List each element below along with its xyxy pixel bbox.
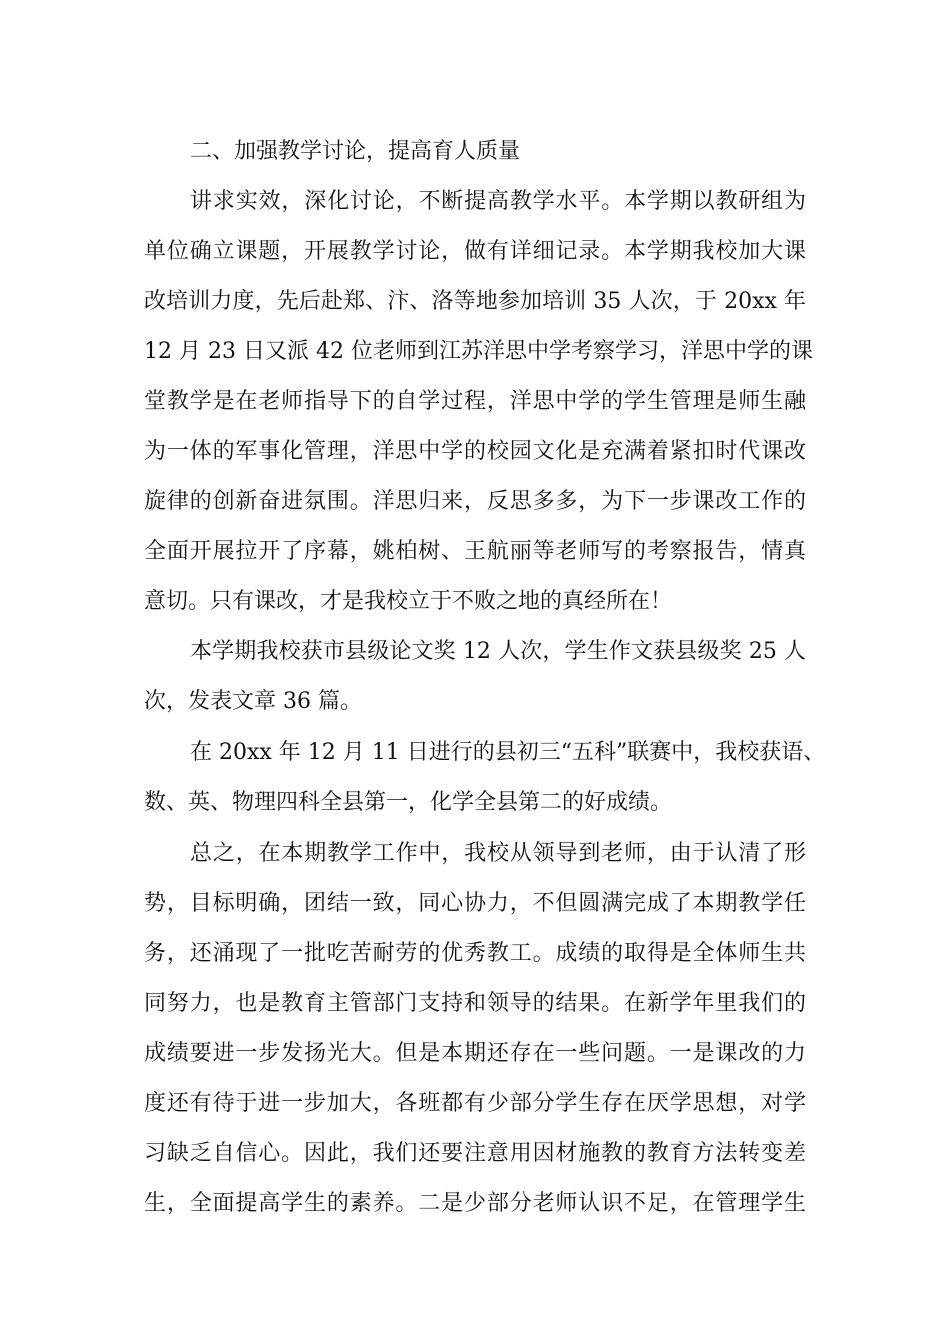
paragraph-line: 在 20xx 年 12 月 11 日进行的县初三“五科”联赛中，我校获语、 (190, 740, 826, 765)
paragraph-line: 度还有待于进一步加大，各班都有少部分学生存在厌学思想，对学 (144, 1091, 806, 1116)
paragraph-line: 本学期我校获市县级论文奖 12 人次，学生作文获县级奖 25 人 (190, 639, 806, 664)
paragraph-line: 为一体的军事化管理，洋思中学的校园文化是充满着紧扣时代课改 (144, 439, 806, 464)
paragraph-line: 务，还涌现了一批吃苦耐劳的优秀教工。成绩的取得是全体师生共 (144, 941, 806, 966)
paragraph-line: 全面开展拉开了序幕，姚柏树、王航丽等老师写的考察报告，情真 (144, 539, 806, 564)
paragraph-line: 12 月 23 日又派 42 位老师到江苏洋思中学考察学习，洋思中学的课 (144, 339, 813, 364)
paragraph-line: 堂教学是在老师指导下的自学过程，洋思中学的学生管理是师生融 (144, 389, 806, 414)
paragraph-line: 讲求实效，深化讨论，不断提高教学水平。本学期以教研组为 (190, 189, 806, 214)
paragraph-line: 次，发表文章 36 篇。 (144, 689, 362, 714)
section-heading: 二、加强教学讨论，提高育人质量 (190, 139, 521, 164)
paragraph-line: 旋律的创新奋进氛围。洋思归来，反思多多，为下一步课改工作的 (144, 489, 806, 514)
paragraph-line: 总之，在本期教学工作中，我校从领导到老师，由于认清了形 (190, 841, 806, 866)
paragraph-line: 成绩要进一步发扬光大。但是本期还存在一些问题。一是课改的力 (144, 1041, 806, 1066)
paragraph-line: 同努力，也是教育主管部门支持和领导的结果。在新学年里我们的 (144, 991, 806, 1016)
paragraph-line: 改培训力度，先后赴郑、汴、洛等地参加培训 35 人次，于 20xx 年 (144, 289, 806, 314)
paragraph-line: 意切。只有课改，才是我校立于不败之地的真经所在！ (144, 589, 673, 614)
paragraph-line: 单位确立课题，开展教学讨论，做有详细记录。本学期我校加大课 (144, 239, 806, 264)
paragraph-line: 生，全面提高学生的素养。二是少部分老师认识不足，在管理学生 (144, 1191, 806, 1216)
paragraph-line: 习缺乏自信心。因此，我们还要注意用因材施教的教育方法转变差 (144, 1141, 806, 1166)
paragraph-line: 数、英、物理四科全县第一，化学全县第二的好成绩。 (144, 790, 673, 815)
paragraph-line: 势，目标明确，团结一致，同心协力，不但圆满完成了本期教学任 (144, 891, 806, 916)
